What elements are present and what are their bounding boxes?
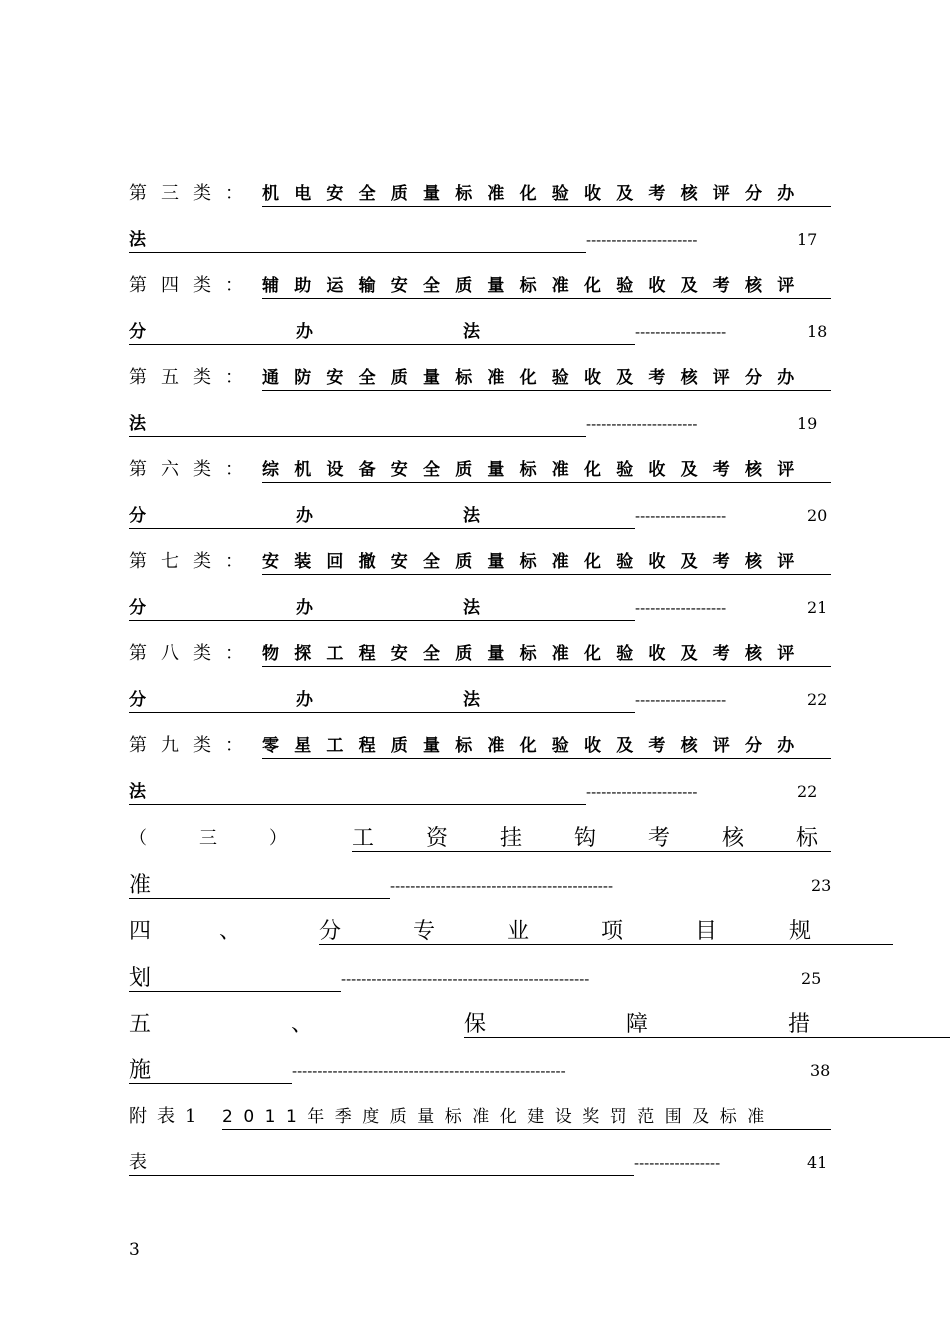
toc-leader: ------------------ [635,599,727,617]
toc-entry-plan-line2[interactable] [129,965,831,995]
underline [129,898,390,899]
toc-entry-title-cont: 划 [129,966,152,991]
toc-entry-prefix: 第四类： [129,275,257,296]
toc-entry-prefix: 第七类： [129,551,257,572]
toc-leader: ---------------------- [586,231,698,249]
toc-entry-prefix: 第五类： [129,367,257,388]
toc-entry-measures-line1[interactable] [129,1011,950,1041]
toc-entry-title: 工资挂钩考核标 [352,826,871,851]
underline [129,1175,634,1176]
toc-page-number: 22 [807,690,828,709]
toc-entry-title: 2011年季度质量标准化建设奖罚范围及标准 [222,1107,775,1127]
toc-entry-5-line1[interactable] [129,364,831,394]
underline [262,390,831,391]
toc-leader: ------------------ [635,507,727,525]
underline [129,620,635,621]
toc-entry-prefix: 第三类： [129,183,257,204]
toc-entry-prefix: （三） [129,828,339,849]
toc-leader: -------------------------------------------- [390,877,614,895]
toc-entry-title: 综机设备安全质量标准化验收及考核评 [262,460,810,480]
underline [262,574,831,575]
underline [262,758,831,759]
toc-leader: ------------------ [635,323,727,341]
toc-entry-4-line2[interactable] [129,318,831,348]
toc-entry-6-line2[interactable] [129,502,831,532]
underline [262,666,831,667]
underline [262,482,831,483]
toc-entry-7-line2[interactable] [129,594,831,624]
toc-leader: ------------------ [635,691,727,709]
toc-page-number: 38 [810,1061,831,1080]
toc-entry-plan-line1[interactable] [129,918,895,948]
toc-entry-title: 安装回撤安全质量标准化验收及考核评 [262,552,810,572]
toc-entry-appendix-line1[interactable] [129,1103,831,1133]
toc-page-number: 23 [811,876,832,895]
toc-entry-8-line1[interactable] [129,640,831,670]
underline [222,1129,831,1130]
toc-entry-measures-line2[interactable] [129,1057,831,1087]
toc-entry-title-cont: 分办法 [129,506,630,526]
toc-entry-title: 零星工程质量标准化验收及考核评分办 [262,736,810,756]
underline [129,1083,292,1084]
toc-entry-title-cont: 法 [129,414,146,434]
toc-entry-prefix: 五、 [129,1012,454,1037]
toc-entry-8-line2[interactable] [129,686,831,716]
toc-entry-title-cont: 表 [129,1152,147,1173]
toc-entry-9-line2[interactable] [129,778,831,808]
toc-entry-7-line1[interactable] [129,548,831,578]
toc-page-number: 41 [807,1153,828,1172]
underline [129,712,635,713]
toc-entry-wage-line1[interactable] [129,825,871,855]
toc-entry-9-line1[interactable] [129,732,831,762]
toc-entry-title-cont: 法 [129,782,146,802]
toc-entry-title-cont: 分办法 [129,322,630,342]
toc-entry-title: 分专业项目规 [319,919,884,944]
toc-entry-6-line1[interactable] [129,456,831,486]
toc-leader: ------------------------------------------------------ [292,1062,566,1080]
toc-page-number: 22 [797,782,818,801]
toc-leader: ---------------------- [586,783,698,801]
toc-entry-wage-line2[interactable] [129,872,831,902]
underline [262,206,831,207]
toc-page-number: 25 [801,969,822,988]
toc-leader: ----------------- [634,1154,721,1172]
toc-entry-title-cont: 法 [129,230,146,250]
toc-entry-prefix: 第九类： [129,735,257,756]
toc-entry-title-cont: 分办法 [129,598,630,618]
toc-entry-title-cont: 施 [129,1058,152,1083]
toc-entry-5-line2[interactable] [129,410,831,440]
underline [129,804,586,805]
underline [129,252,586,253]
toc-entry-title: 机电安全质量标准化验收及考核评分办 [262,184,810,204]
toc-entry-prefix: 第八类： [129,643,257,664]
toc-page-number: 18 [807,322,828,341]
underline [262,298,831,299]
toc-leader: ------------------------------------------------- [341,970,590,988]
underline [352,851,831,852]
toc-entry-title-cont: 准 [129,873,152,898]
underline [319,944,893,945]
toc-entry-title: 通防安全质量标准化验收及考核评分办 [262,368,810,388]
toc-entry-title-cont: 分办法 [129,690,630,710]
page-number: 3 [129,1240,140,1260]
underline [464,1037,950,1038]
underline [129,436,586,437]
underline [129,528,635,529]
toc-entry-title: 保障措 [464,1012,950,1037]
underline [129,344,635,345]
toc-entry-title: 辅助运输安全质量标准化验收及考核评 [262,276,810,296]
toc-page-number: 20 [807,506,828,525]
underline [129,991,341,992]
toc-entry-prefix: 四、 [129,919,310,944]
toc-entry-3-line2[interactable] [129,226,831,256]
toc-entry-3-line1[interactable] [129,180,831,210]
toc-entry-title: 物探工程安全质量标准化验收及考核评 [262,644,810,664]
toc-entry-4-line1[interactable] [129,272,831,302]
toc-page-number: 19 [797,414,818,433]
toc-entry-prefix: 第六类： [129,459,257,480]
toc-entry-appendix-line2[interactable] [129,1149,831,1179]
toc-leader: ---------------------- [586,415,698,433]
toc-entry-prefix: 附表1 [129,1106,207,1127]
toc-page-number: 21 [807,598,828,617]
toc-page-number: 17 [797,230,818,249]
